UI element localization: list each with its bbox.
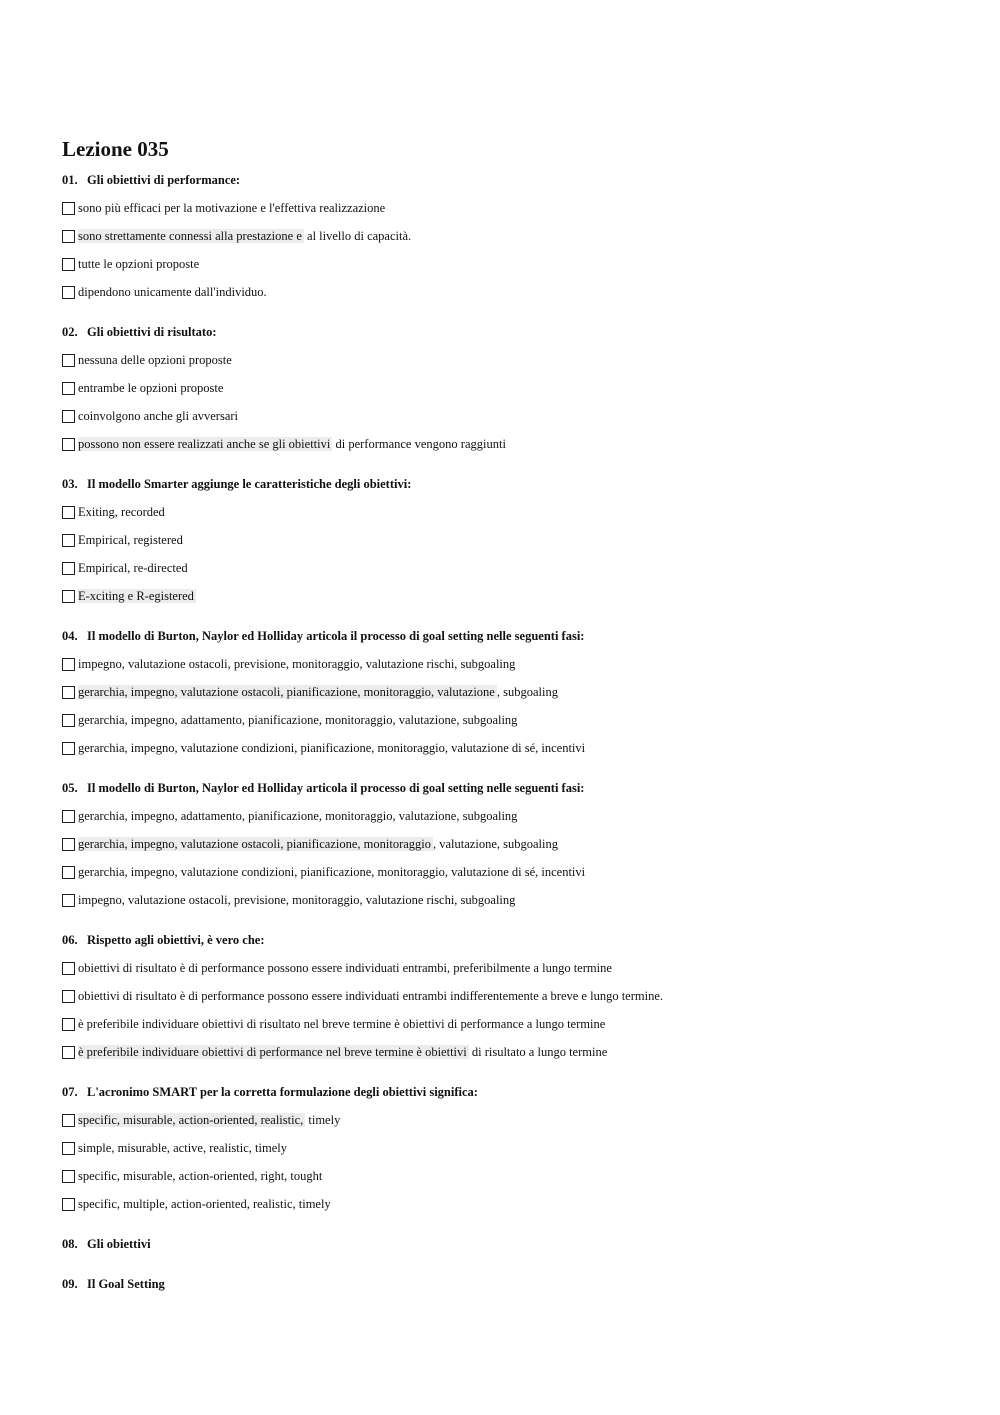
question-number: 09.	[62, 1277, 78, 1291]
answer-option[interactable]	[62, 734, 962, 762]
quiz-page	[62, 136, 962, 1316]
question-title	[62, 1236, 962, 1252]
answer-checkbox[interactable]	[62, 1114, 75, 1127]
question-text: Il modello Smarter aggiunge le caratteristiche degli obiettivi:	[87, 477, 412, 491]
answer-text	[78, 864, 585, 880]
answer-option[interactable]	[62, 858, 962, 886]
lesson-title: Lezione 035	[62, 137, 169, 161]
answer-option[interactable]	[62, 554, 962, 582]
answer-text	[78, 1196, 331, 1212]
answer-option[interactable]	[62, 278, 962, 306]
question-number: 06.	[62, 933, 78, 947]
answer-text	[78, 560, 188, 576]
question-02	[62, 324, 962, 458]
answer-text-rest: di performance vengono raggiunti	[332, 437, 506, 451]
answer-text-rest: gerarchia, impegno, valutazione condizioni, pianificazione, monitoraggio, valutazione di sé, incentivi	[78, 741, 586, 755]
answer-text	[78, 892, 515, 908]
answer-option[interactable]	[62, 982, 962, 1010]
question-09	[62, 1276, 962, 1292]
answer-text	[78, 532, 183, 548]
answer-option[interactable]	[62, 498, 962, 526]
answer-text-rest: è preferibile individuare obiettivi di risultato nel breve termine è obiettivi di performance a lungo termine	[78, 1017, 606, 1031]
answer-option[interactable]	[62, 582, 962, 610]
answer-text-rest: , subgoaling	[496, 685, 558, 699]
question-title	[62, 1276, 962, 1292]
answer-text-rest: timely	[305, 1113, 341, 1127]
question-number: 05.	[62, 781, 78, 795]
answer-option[interactable]	[62, 678, 962, 706]
answer-option[interactable]	[62, 222, 962, 250]
answer-text	[78, 740, 585, 756]
answer-checkbox[interactable]	[62, 658, 75, 671]
answer-option[interactable]	[62, 1190, 962, 1218]
answer-text	[78, 836, 558, 852]
answer-option[interactable]	[62, 1134, 962, 1162]
answer-text	[78, 988, 663, 1004]
answer-option[interactable]	[62, 1106, 962, 1134]
answer-checkbox[interactable]	[62, 562, 75, 575]
answer-checkbox[interactable]	[62, 258, 75, 271]
answer-text-rest: dipendono unicamente dall'individuo.	[78, 285, 267, 299]
question-06	[62, 932, 962, 1066]
answer-text	[78, 808, 517, 824]
answer-text	[78, 1140, 287, 1156]
answer-text	[78, 1168, 322, 1184]
answer-checkbox[interactable]	[62, 866, 75, 879]
answer-option[interactable]	[62, 374, 962, 402]
answer-option[interactable]	[62, 430, 962, 458]
answer-checkbox[interactable]	[62, 202, 75, 215]
answer-text	[78, 380, 223, 396]
question-title	[62, 1084, 962, 1100]
answer-text-rest: gerarchia, impegno, adattamento, pianificazione, monitoraggio, valutazione, subgoaling	[78, 809, 518, 823]
answer-text-rest: specific, misurable, action-oriented, right, tought	[78, 1169, 323, 1183]
answer-text-rest: Exiting, recorded	[78, 505, 165, 519]
answer-checkbox[interactable]	[62, 838, 75, 851]
answer-checkbox[interactable]	[62, 506, 75, 519]
answer-checkbox[interactable]	[62, 962, 75, 975]
answer-checkbox[interactable]	[62, 894, 75, 907]
answer-checkbox[interactable]	[62, 686, 75, 699]
question-title	[62, 932, 962, 948]
answer-checkbox[interactable]	[62, 410, 75, 423]
answer-text-rest: tutte le opzioni proposte	[78, 257, 200, 271]
answer-text	[78, 1016, 605, 1032]
answer-text	[78, 504, 165, 520]
answer-text	[78, 712, 517, 728]
answer-checkbox[interactable]	[62, 382, 75, 395]
answer-text	[78, 1112, 340, 1128]
answer-option[interactable]	[62, 650, 962, 678]
answer-text	[78, 228, 411, 244]
highlighted-answer-text: E-xciting e R-egistered	[78, 589, 194, 603]
answer-text-rest: Empirical, registered	[78, 533, 183, 547]
highlighted-answer-text: è preferibile individuare obiettivi di performance nel breve termine è obiettivi	[78, 1045, 467, 1059]
answer-option[interactable]	[62, 526, 962, 554]
answer-checkbox[interactable]	[62, 1170, 75, 1183]
question-text: Rispetto agli obiettivi, è vero che:	[87, 933, 265, 947]
question-07	[62, 1084, 962, 1218]
question-number: 08.	[62, 1237, 78, 1251]
answer-text-rest: al livello di capacità.	[303, 229, 412, 243]
question-text: Il modello di Burton, Naylor ed Holliday articola il processo di goal setting nelle seguenti fasi:	[87, 629, 585, 643]
question-08	[62, 1236, 962, 1252]
answer-option[interactable]	[62, 954, 962, 982]
answer-text-rest: obiettivi di risultato è di performance possono essere individuati entrambi, preferibilmente a lungo termine	[78, 961, 612, 975]
question-number: 07.	[62, 1085, 78, 1099]
answer-text-rest: gerarchia, impegno, adattamento, pianificazione, monitoraggio, valutazione, subgoaling	[78, 713, 518, 727]
question-title	[62, 324, 962, 340]
question-title	[62, 780, 962, 796]
question-05	[62, 780, 962, 914]
answer-option[interactable]	[62, 346, 962, 374]
question-04	[62, 628, 962, 762]
question-text: L'acronimo SMART per la corretta formulazione degli obiettivi significa:	[87, 1085, 478, 1099]
answer-text-rest: obiettivi di risultato è di performance possono essere individuati entrambi indifferentemente a breve e lungo termine.	[78, 989, 664, 1003]
answer-option[interactable]	[62, 802, 962, 830]
answer-checkbox[interactable]	[62, 354, 75, 367]
answer-text-rest: sono più efficaci per la motivazione e l'effettiva realizzazione	[78, 201, 386, 215]
answer-text	[78, 408, 238, 424]
question-01	[62, 172, 962, 306]
answer-text	[78, 684, 558, 700]
question-title	[62, 628, 962, 644]
answer-checkbox[interactable]	[62, 1198, 75, 1211]
question-title	[62, 476, 962, 492]
answer-option[interactable]	[62, 402, 962, 430]
question-number: 03.	[62, 477, 78, 491]
answer-option[interactable]	[62, 194, 962, 222]
answer-option[interactable]	[62, 1038, 962, 1066]
answer-text	[78, 588, 196, 604]
answer-text	[78, 256, 199, 272]
answer-text-rest: Empirical, re-directed	[78, 561, 188, 575]
highlighted-answer-text: possono non essere realizzati anche se gli obiettivi	[78, 437, 331, 451]
answer-text-rest: impegno, valutazione ostacoli, previsione, monitoraggio, valutazione rischi, subgoaling	[78, 893, 516, 907]
answer-checkbox[interactable]	[62, 1046, 75, 1059]
answer-checkbox[interactable]	[62, 438, 75, 451]
answer-checkbox[interactable]	[62, 714, 75, 727]
answer-text-rest: di risultato a lungo termine	[468, 1045, 608, 1059]
answer-checkbox[interactable]	[62, 230, 75, 243]
answer-option[interactable]	[62, 1010, 962, 1038]
answer-text	[78, 1044, 607, 1060]
question-text: Il modello di Burton, Naylor ed Holliday articola il processo di goal setting nelle seguenti fasi:	[87, 781, 585, 795]
answer-text-rest: impegno, valutazione ostacoli, previsione, monitoraggio, valutazione rischi, subgoaling	[78, 657, 516, 671]
answer-checkbox[interactable]	[62, 742, 75, 755]
answer-checkbox[interactable]	[62, 1142, 75, 1155]
answer-text	[78, 284, 267, 300]
highlighted-answer-text: gerarchia, impegno, valutazione ostacoli, pianificazione, monitoraggio, valutazione	[78, 685, 495, 699]
question-text: Gli obiettivi	[87, 1237, 151, 1251]
answer-text	[78, 352, 232, 368]
answer-checkbox[interactable]	[62, 286, 75, 299]
answer-checkbox[interactable]	[62, 1018, 75, 1031]
answer-text	[78, 656, 515, 672]
highlighted-answer-text: gerarchia, impegno, valutazione ostacoli, pianificazione, monitoraggio	[78, 837, 431, 851]
highlighted-answer-text: sono strettamente connessi alla prestazione e	[78, 229, 302, 243]
answer-checkbox[interactable]	[62, 534, 75, 547]
question-number: 01.	[62, 173, 78, 187]
question-title	[62, 172, 962, 188]
answer-text	[78, 200, 385, 216]
answer-option[interactable]	[62, 830, 962, 858]
question-text: Il Goal Setting	[87, 1277, 165, 1291]
question-number: 02.	[62, 325, 78, 339]
question-03	[62, 476, 962, 610]
answer-option[interactable]	[62, 250, 962, 278]
highlighted-answer-text: specific, misurable, action-oriented, realistic,	[78, 1113, 304, 1127]
answer-text-rest: entrambe le opzioni proposte	[78, 381, 224, 395]
answer-text	[78, 436, 506, 452]
answer-checkbox[interactable]	[62, 810, 75, 823]
answer-text	[78, 960, 612, 976]
question-number: 04.	[62, 629, 78, 643]
answer-text-rest: , valutazione, subgoaling	[433, 837, 558, 851]
answer-text-rest: gerarchia, impegno, valutazione condizioni, pianificazione, monitoraggio, valutazione di sé, incentivi	[78, 865, 586, 879]
question-list	[62, 172, 962, 1292]
answer-text-rest: coinvolgono anche gli avversari	[78, 409, 239, 423]
answer-text-rest: specific, multiple, action-oriented, realistic, timely	[78, 1197, 331, 1211]
answer-option[interactable]	[62, 886, 962, 914]
answer-option[interactable]	[62, 706, 962, 734]
question-text: Gli obiettivi di performance:	[87, 173, 241, 187]
answer-checkbox[interactable]	[62, 590, 75, 603]
answer-text-rest: nessuna delle opzioni proposte	[78, 353, 232, 367]
answer-option[interactable]	[62, 1162, 962, 1190]
question-text: Gli obiettivi di risultato:	[87, 325, 217, 339]
answer-checkbox[interactable]	[62, 990, 75, 1003]
answer-text-rest: simple, misurable, active, realistic, timely	[78, 1141, 287, 1155]
